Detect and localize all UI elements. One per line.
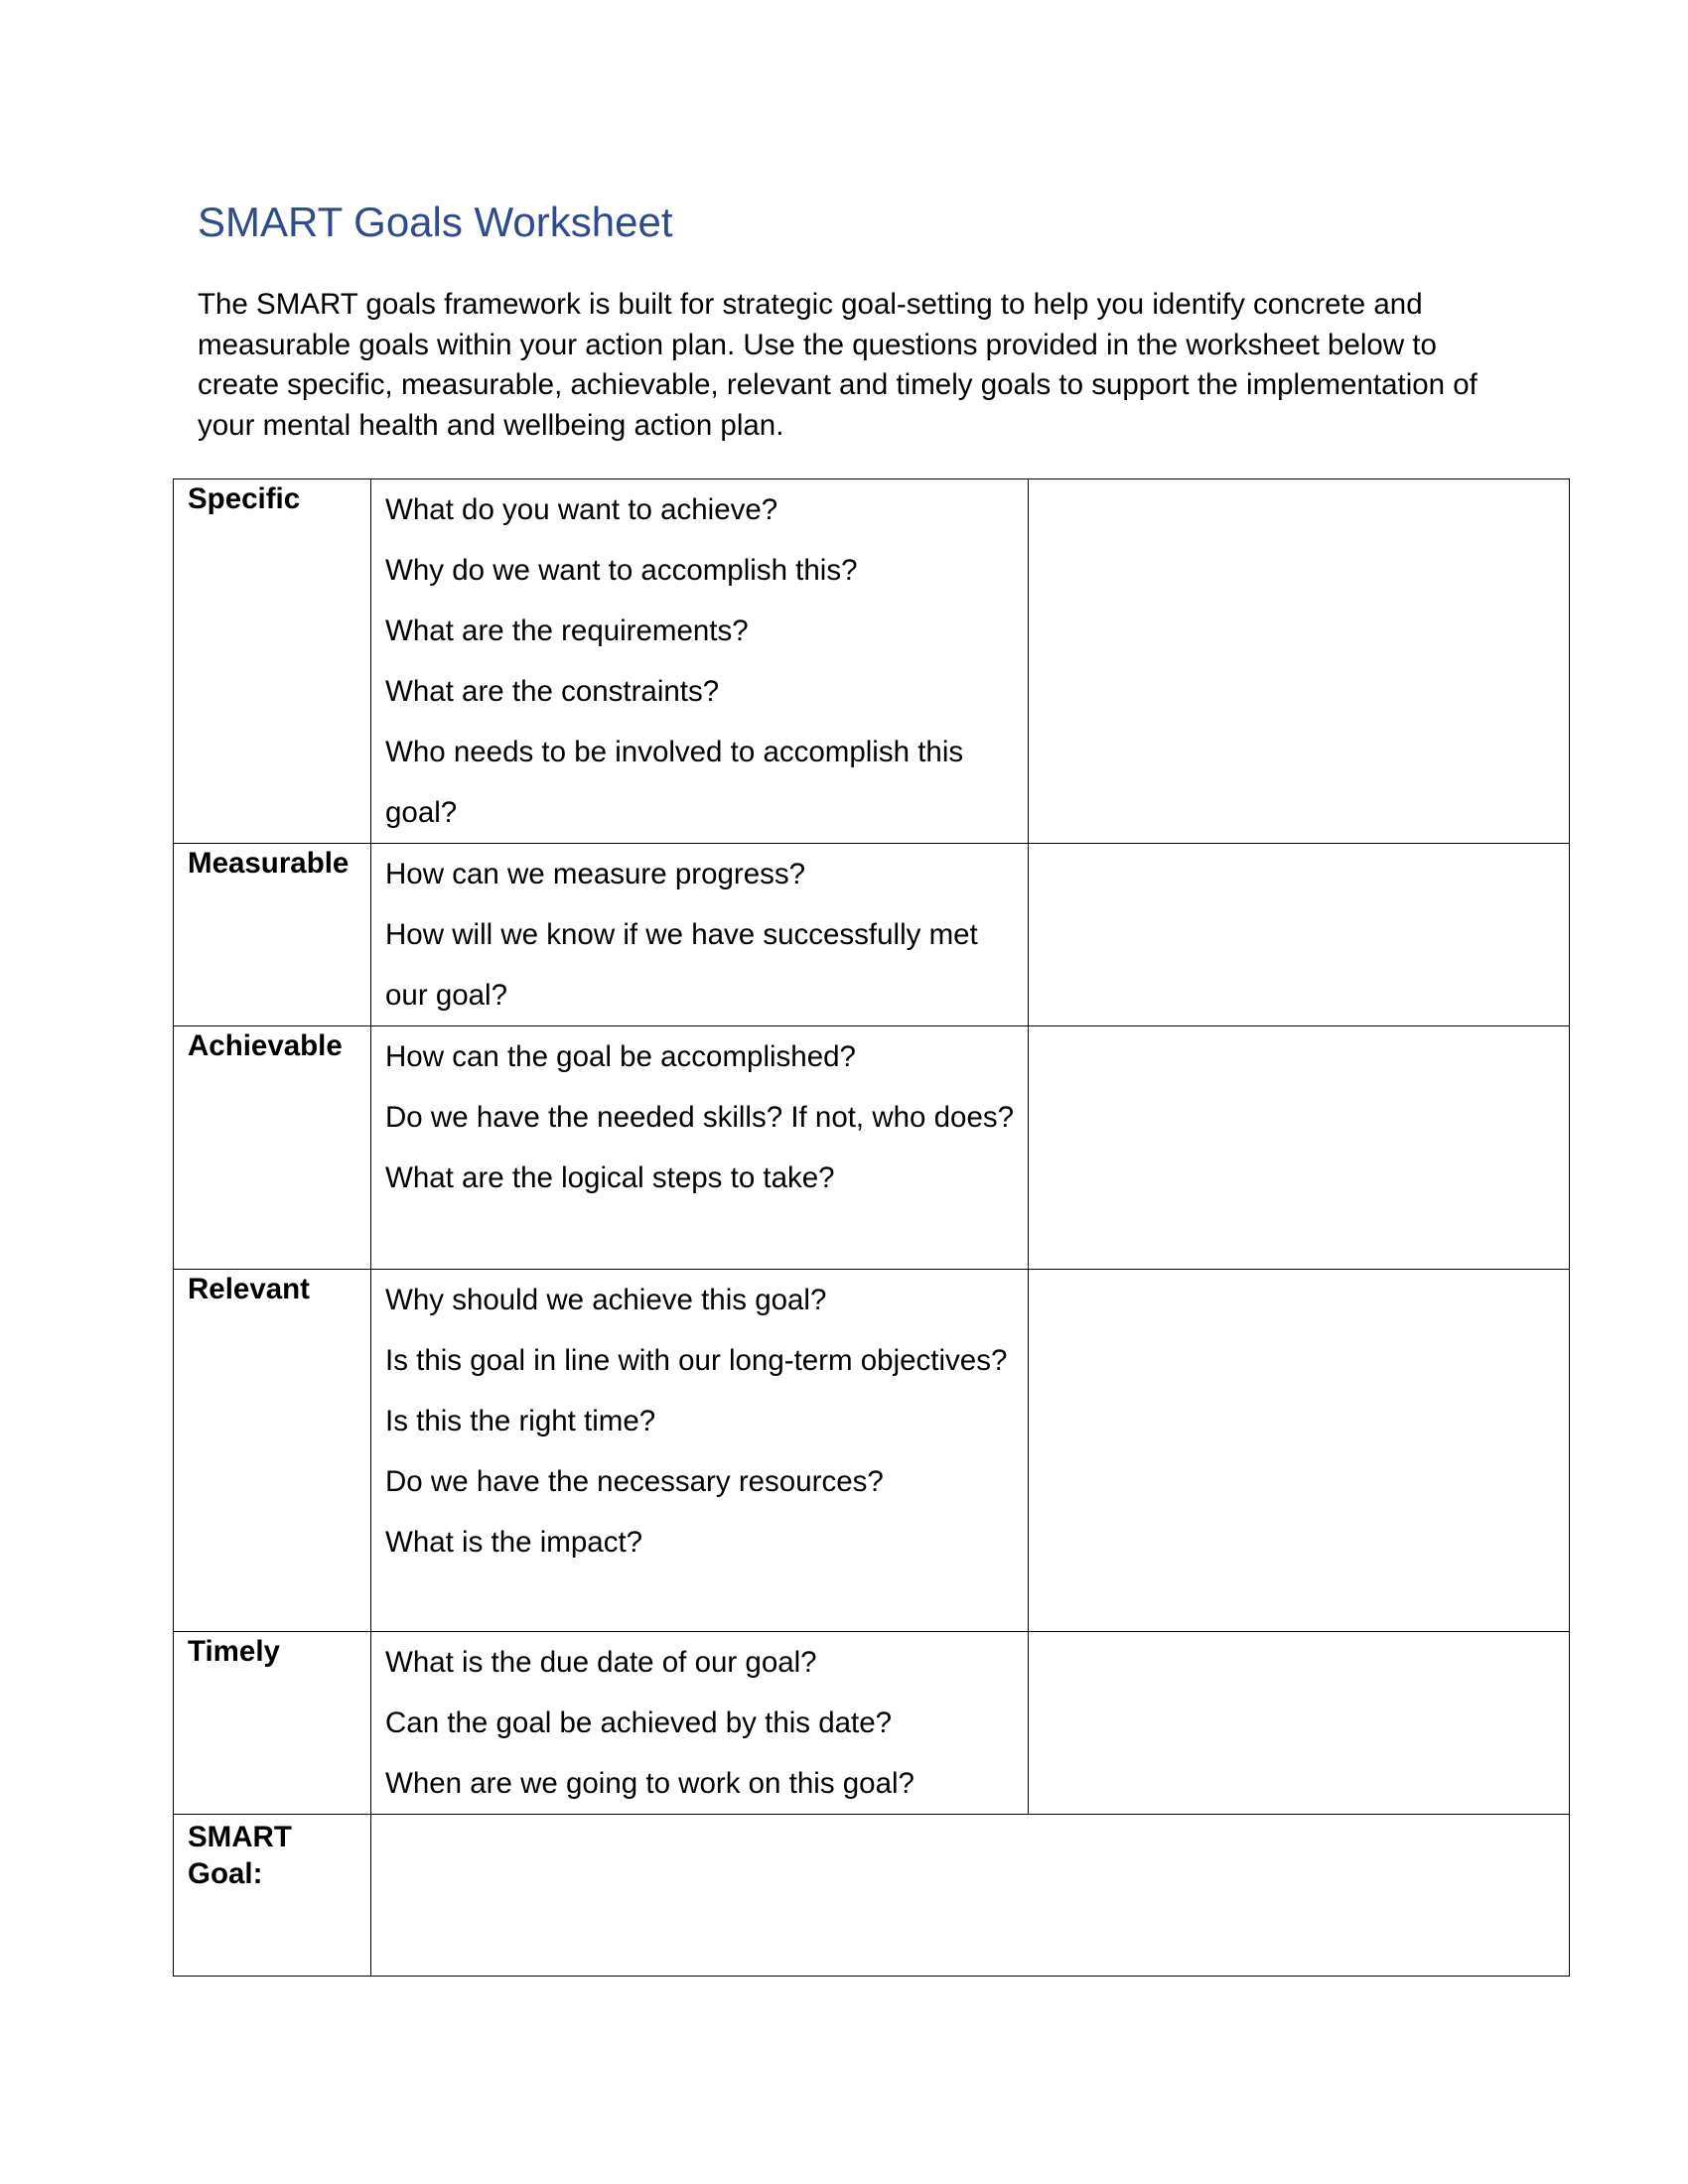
- page-title: SMART Goals Worksheet: [198, 199, 673, 245]
- question: What is the due date of our goal?: [385, 1646, 817, 1679]
- questions-cell: [371, 844, 1029, 1026]
- question: Is this goal in line with our long-term objectives?: [385, 1344, 1008, 1377]
- row-smart-goal: [174, 1815, 1570, 1977]
- smart-goals-table: [173, 478, 1570, 1977]
- questions-cell: [371, 1632, 1029, 1815]
- answer-cell-relevant[interactable]: [1029, 1270, 1570, 1632]
- row-relevant: [174, 1270, 1570, 1632]
- criterion-label-relevant: Relevant: [188, 1273, 310, 1305]
- question: What are the requirements?: [385, 614, 749, 647]
- criterion-cell: [174, 1632, 371, 1815]
- criterion-cell: [174, 1815, 371, 1977]
- answer-cell-measurable[interactable]: [1029, 844, 1570, 1026]
- row-timely: [174, 1632, 1570, 1815]
- criterion-label-specific: Specific: [188, 482, 301, 515]
- question: How will we know if we have successfully met our goal?: [385, 918, 978, 1012]
- row-measurable: [174, 844, 1570, 1026]
- row-achievable: [174, 1026, 1570, 1270]
- answer-cell-timely[interactable]: [1029, 1632, 1570, 1815]
- question: What are the constraints?: [385, 675, 720, 708]
- question: Do we have the needed skills? If not, who does?: [385, 1101, 1015, 1134]
- questions-cell: [371, 1270, 1029, 1632]
- row-specific: [174, 479, 1570, 844]
- question: What is the impact?: [385, 1526, 643, 1559]
- questions-cell: [371, 1026, 1029, 1270]
- questions-cell: [371, 479, 1029, 844]
- smart-goal-label: SMART Goal:: [188, 1821, 292, 1890]
- question: Who needs to be involved to accomplish this goal?: [385, 736, 964, 829]
- smart-goal-answer-cell[interactable]: [371, 1815, 1570, 1977]
- criterion-label-timely: Timely: [188, 1635, 280, 1668]
- criterion-cell: [174, 1270, 371, 1632]
- question: Why should we achieve this goal?: [385, 1284, 827, 1316]
- question: Is this the right time?: [385, 1405, 656, 1437]
- criterion-cell: [174, 1026, 371, 1270]
- question: How can we measure progress?: [385, 858, 806, 890]
- question: Why do we want to accomplish this?: [385, 554, 858, 587]
- answer-cell-achievable[interactable]: [1029, 1026, 1570, 1270]
- answer-cell-specific[interactable]: [1029, 479, 1570, 844]
- question: What do you want to achieve?: [385, 493, 778, 526]
- intro-paragraph: The SMART goals framework is built for strategic goal-setting to help you identify concrete and measurable goals within your action plan. Use the questions provided in the worksheet below to create specific, measurable, achievable, relevant and timely goals to support the implementation of your mental health and wellbeing action plan.: [198, 288, 1477, 442]
- question: What are the logical steps to take?: [385, 1161, 835, 1194]
- question: Do we have the necessary resources?: [385, 1465, 884, 1498]
- criterion-cell: [174, 844, 371, 1026]
- question: When are we going to work on this goal?: [385, 1767, 914, 1800]
- question: Can the goal be achieved by this date?: [385, 1706, 893, 1739]
- question: How can the goal be accomplished?: [385, 1040, 856, 1073]
- criterion-cell: [174, 479, 371, 844]
- criterion-label-achievable: Achievable: [188, 1029, 343, 1062]
- criterion-label-measurable: Measurable: [188, 847, 350, 880]
